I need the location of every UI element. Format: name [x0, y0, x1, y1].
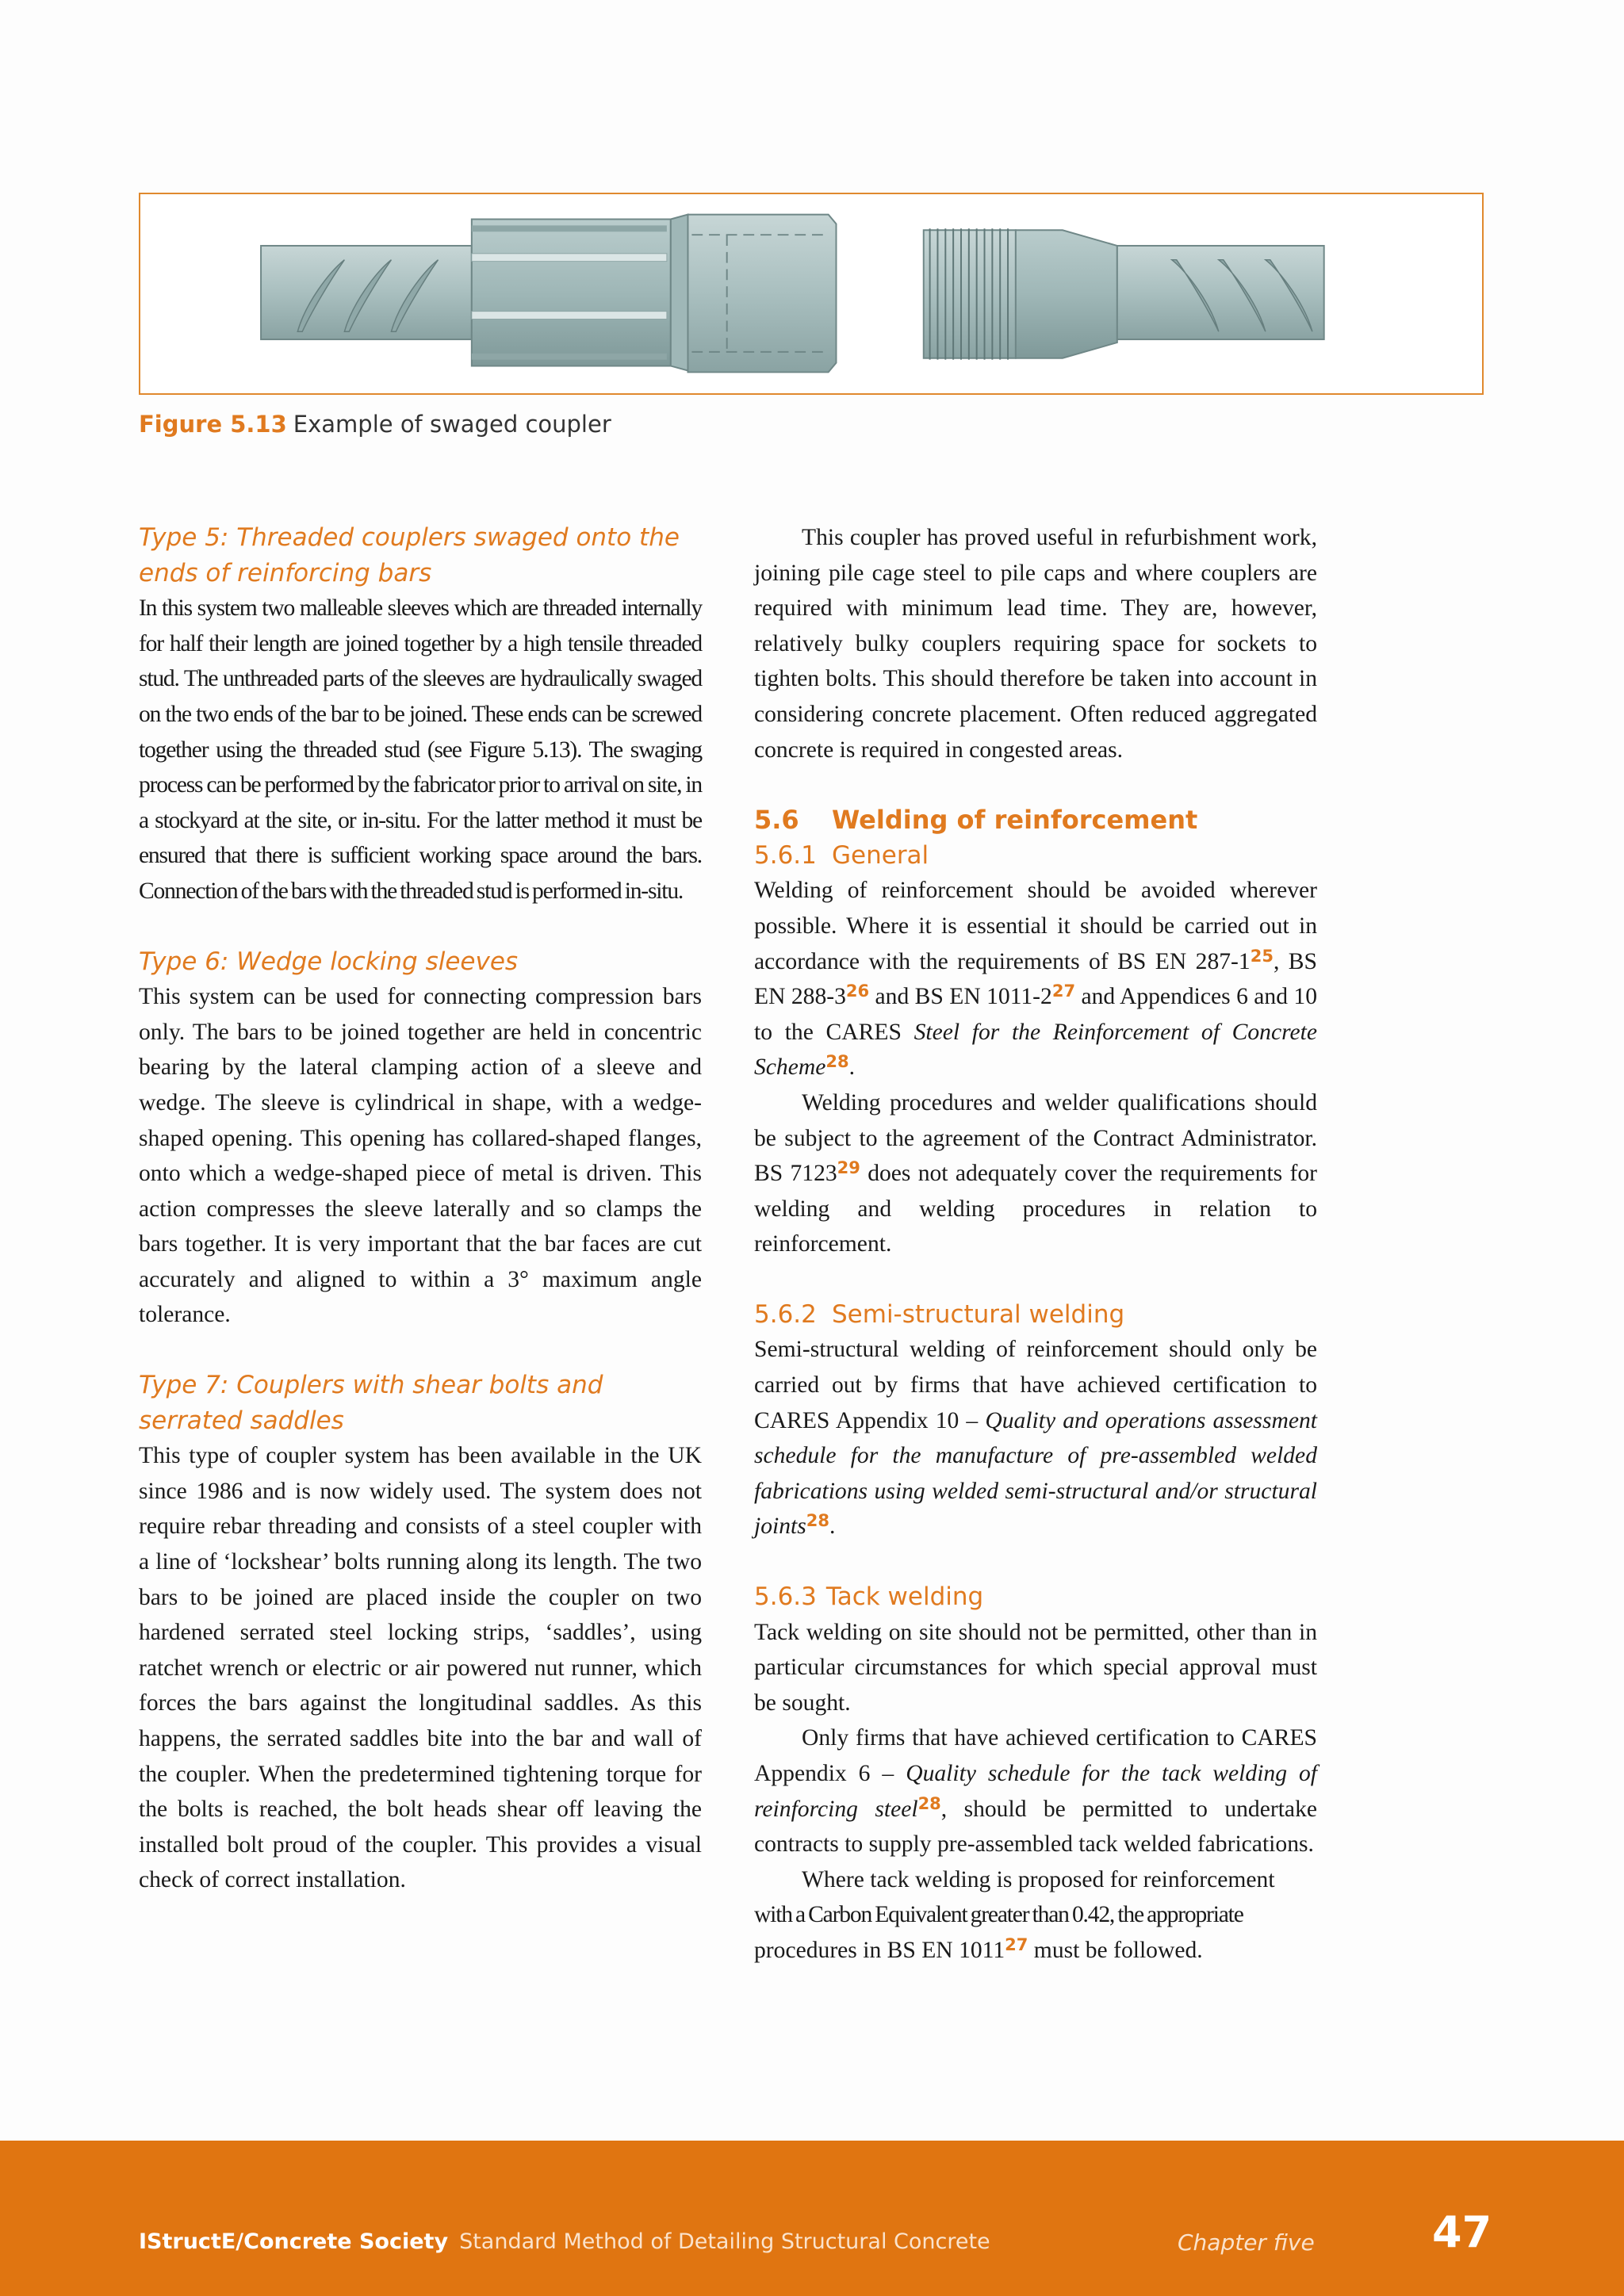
section-5-6-number: 5.6: [754, 805, 799, 836]
section-5-6-3-title: Tack welding: [825, 1582, 984, 1612]
coupler-intro-paragraph: This coupler has proved useful in refurbishment work, joining pile cage steel to pile caps and where couplers are required with minimum lead time. They are, however, relatively bulky couplers requiring space for sockets to tighten bolts. This should therefore be taken into account in considering concrete placement. Often reduced aggregated concrete is required in congested areas.: [754, 525, 1317, 763]
section-5-6-heading: [754, 802, 1317, 838]
reference-27[interactable]: 27: [1005, 1934, 1028, 1954]
section-5-6-1-number: 5.6.1: [754, 840, 817, 870]
reference-26[interactable]: 26: [845, 982, 870, 1001]
section-5-6-1-title: General: [832, 840, 929, 870]
left-column: [139, 520, 702, 1898]
tack-welding-paragraph-3: Where tack welding is proposed for reinforcement with a Carbon Equivalent greater than 0.42, the appropriate procedures in BS EN 1011$^{27}$ must be followed.: [754, 1866, 1275, 1963]
type5-heading: [139, 520, 702, 591]
type5-body: In this system two malleable sleeves which are threaded internally for half their length are joined together by a high tensile threaded stud. The unthreaded parts of the sleeves are hydraulically swaged on the two ends of the bar to be joined. These ends can be screwed together using the threaded stud (see Figure 5.13). The swaging process can be performed by the fabricator prior to arrival on site, in a stockyard at the site, or in-situ. For the latter method it must be ensured that there is sufficient working space around the bars. Connection of the bars with the threaded stud is performed in-situ.: [139, 595, 702, 904]
page-footer: [0, 2141, 1624, 2296]
reference-28[interactable]: 28: [825, 1052, 849, 1072]
semi-structural-paragraph: Semi-structural welding of reinforcement should only be carried out by firms that have achieved certification to CARES Appendix 10 – Quality and operations assessment schedule for the manufacture of pre-assembled welded fabrications using welded semi-structural and/or structural joints$^{28}$.: [754, 1337, 1317, 1540]
footer-book-title: Standard Method of Detailing Structural Concrete: [459, 2229, 990, 2254]
threaded-stud: [924, 228, 1117, 359]
general-paragraph-2: Welding procedures and welder qualifications should be subject to the agreement of the Contract Administrator. BS 7123$^{29}$ does not adequately cover the requirements for welding and welding procedures in relation to reinforcement.: [754, 1089, 1317, 1257]
reference-27[interactable]: 27: [1051, 982, 1076, 1001]
left-reinforcing-bar: [261, 246, 472, 339]
footer-org: IStructE/Concrete Society: [139, 2229, 449, 2254]
reference-25[interactable]: 25: [1250, 946, 1274, 966]
right-column: [754, 520, 1317, 1969]
type7-heading-line1: Type 7: Couplers with shear bolts and: [139, 1371, 603, 1400]
footer-chapter: Chapter five: [1178, 2229, 1315, 2256]
reference-29[interactable]: 29: [837, 1158, 860, 1178]
type6-heading: Type 6: Wedge locking sleeves: [139, 947, 519, 976]
type7-body: This type of coupler system has been available in the UK since 1986 and is now widely used. The system does not require rebar threading and consists of a steel coupler with a line of ‘lockshear’ bolts running along its length. The two bars to be joined are placed inside the coupler on two hardened serrated steel locking strips, ‘saddles’, using ratchet wrench or electric or air powered nut runner, which forces the bars against the longitudinal saddles. As this happens, the serrated saddles bite into the bar and wall of the coupler. When the predetermined tightening torque for the bolts is reached, the bolt heads shear off leaving the installed bolt proud of the coupler. This provides a visual check of correct installation.: [139, 1443, 702, 1893]
section-5-6-2-heading: [754, 1297, 1317, 1333]
type6-body: This system can be used for connecting compression bars only. The bars to be joined together are held in concentric bearing by the lateral clamping action of a sleeve and wedge. The sleeve is cylindrical in shape, with a wedge-shaped opening. This opening has collared-shaped flanges, onto which a wedge-shaped piece of metal is driven. This action compresses the sleeve laterally and so clamps the bars together. It is very important that the bar faces are cut accurately and aligned to within a 3° maximum angle tolerance.: [139, 984, 702, 1328]
figure-caption: [139, 411, 611, 438]
figure-5-13-frame: [139, 193, 1484, 395]
figure-caption-text: Example of swaged coupler: [293, 411, 611, 438]
reference-28[interactable]: 28: [806, 1511, 830, 1531]
swaged-sleeve: [472, 215, 688, 371]
section-5-6-title: Welding of reinforcement: [832, 805, 1198, 836]
swaged-coupler-illustration: [140, 194, 1482, 393]
type5-heading-line2: ends of reinforcing bars: [139, 558, 432, 587]
tack-welding-paragraph-2: Only firms that have achieved certification to CARES Appendix 6 – Quality schedule for the tack welding of reinforcing steel$^{28}$, should be permitted to undertake contracts to supply pre-assembled tack welded fabrications.: [754, 1725, 1317, 1858]
section-5-6-2-number: 5.6.2: [754, 1299, 817, 1329]
reference-28[interactable]: 28: [917, 1793, 941, 1813]
page-number: 47: [1432, 2207, 1492, 2257]
figure-number: Figure 5.13: [139, 411, 287, 438]
threaded-nut-end: [688, 215, 836, 373]
section-5-6-1-heading: [754, 838, 1317, 874]
type7-heading: [139, 1368, 702, 1438]
section-5-6-3-heading: [754, 1579, 1317, 1615]
section-5-6-3-number: 5.6.3: [754, 1582, 817, 1612]
general-paragraph-1: Welding of reinforcement should be avoided wherever possible. Where it is essential it should be carried out in accordance with the requirements of BS EN 287-1$^{25}$, BS EN 288-3$^{26}$ and BS EN 1011-2$^{27}$ and Appendices 6 and 10 to the CARES Steel for the Reinforcement of Concrete Scheme$^{28}$.: [754, 878, 1317, 1081]
footer-publisher: [139, 2229, 990, 2254]
tack-welding-paragraph-1: Tack welding on site should not be permitted, other than in particular circumstances for which special approval must be sought.: [754, 1619, 1317, 1716]
right-reinforcing-bar: [1117, 246, 1324, 339]
type7-heading-line2: serrated saddles: [139, 1406, 344, 1435]
type5-heading-line1: Type 5: Threaded couplers swaged onto the: [139, 523, 680, 552]
section-5-6-2-title: Semi-structural welding: [832, 1299, 1125, 1329]
